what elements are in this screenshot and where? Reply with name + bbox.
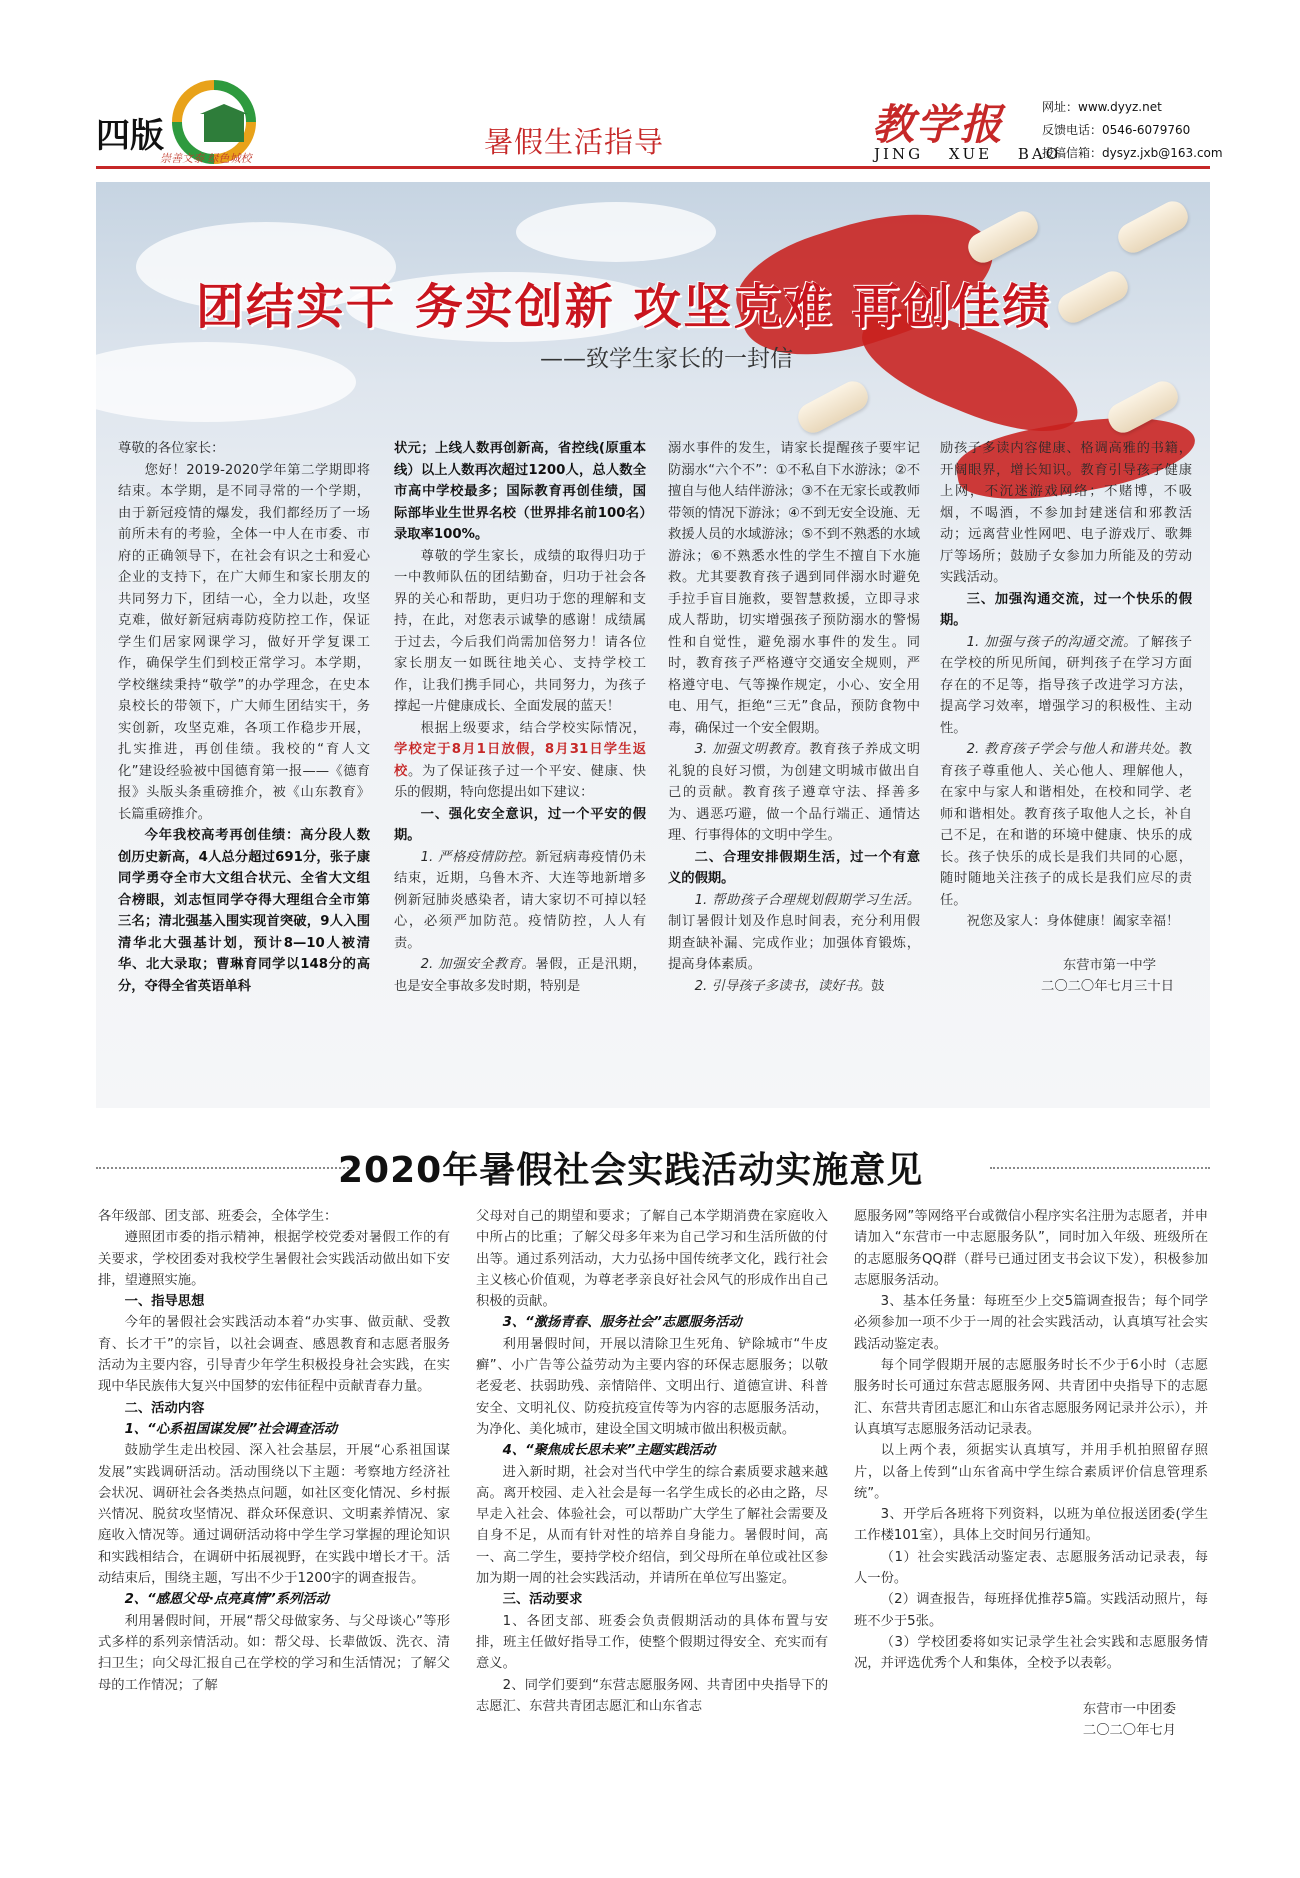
- opinion-paragraph: 每个同学假期开展的志愿服务时长不少于6小时（志愿服务时长可通过东营志愿服务网、共青团中央指导下的志愿汇、东营共青团志愿汇和山东省志愿服务网记录并公示），并认真填写志愿服务活动记录表。: [854, 1358, 1208, 1437]
- letter-achievements-cont: 状元；上线人数再创新高，省控线(原重本线）以上人数再次超过1200人，总人数全市高中学校最多；国际教育再创佳绩，国际部毕业生世界名校（世界排名前100名）录取率100%。: [394, 441, 646, 542]
- opinion-date: 二〇二〇年七月: [1082, 1722, 1176, 1738]
- letter-greeting: 尊敬的各位家长：: [118, 441, 225, 456]
- holiday-dates: 学校定于8月1日放假，8月31日学生返校: [394, 742, 646, 779]
- opinion-heading: 二、活动内容: [124, 1400, 205, 1416]
- phone: 反馈电话：0546-6079760: [1042, 123, 1191, 137]
- letter-column-3: [668, 438, 920, 997]
- opinion-subheading: 2、“感恩父母·点亮真情”系列活动: [124, 1592, 329, 1608]
- opinion-paragraph: 遵照团市委的指示精神，根据学校党委对暑假工作的有关要求，学校团委对我校学生暑假社会实践活动做出如下安排，望遵照实施。: [98, 1230, 450, 1288]
- letter-heading: 一、强化安全意识，过一个平安的假期。: [394, 806, 646, 843]
- opinion-paragraph: 利用暑假时间，开展“帮父母做家务、与父母谈心”等形式多样的系列亲情活动。如：帮父母、长辈做饭、洗衣、清扫卫生；向父母汇报自己在学校的学习和生活情况；了解父母的工作情况；了解: [98, 1613, 450, 1693]
- letter-subheading: 2. 加强安全教育。: [420, 957, 536, 972]
- title-divider-left: [96, 1167, 356, 1169]
- letter-column-1: [118, 438, 370, 997]
- opinion-paragraph: 进入新时期，社会对当代中学生的综合素质要求越来越高。离开校园、走入社会是每一名学生成长的必由之路，尽早走入社会、体验社会，可以帮助广大学生了解社会需要及自身不足，从而有针对性的培养自身能力。暑假时间，高一、高二学生，要持学校介绍信，到父母所在单位或社区参加为期一周的社会实践活动，并请所在单位写出鉴定。: [476, 1464, 828, 1587]
- opinion-column-1: [98, 1206, 450, 1696]
- opinion-subheading: 4、“聚焦成长思未来”主题实践活动: [502, 1443, 716, 1459]
- opinion-paragraph: 父母对自己的期望和要求；了解自己本学期消费在家庭收入中所占的比重；了解父母多年来为自己学习和生活所做的付出等。通过系列活动，大力弘扬中国传统孝文化，践行社会主义核心价值观，为尊老孝亲良好社会风气的形成作出自己积极的贡献。: [476, 1209, 828, 1310]
- letter-closing: 祝您及家人：身体健康！阖家幸福！: [966, 914, 1180, 929]
- letter-paragraph: 励孩子多读内容健康、格调高雅的书籍，开阔眼界，增长知识。教育引导孩子健康上网，不沉迷游戏网络；不赌博，不吸烟，不喝酒，不参加封建迷信和邪教活动；远离营业性网吧、电子游戏厅、歌舞厅等场所；鼓励子女参加力所能及的劳动实践活动。: [940, 441, 1192, 585]
- masthead-en: JING XUE BAO: [874, 145, 1062, 163]
- letter-achievements: 今年我校高考再创佳绩：高分段人数创历史新高，4人总分超过691分，张子康同学勇夺全市大文组合状元、全省大文组合榜眼，刘志恒同学夺得大理组合全市第三名；清北强基入围实现首突破，9人入围清华北大强基计划，预计8—10人被清华、北大录取；曹琳育同学以148分的高分，夺得全省英语单科: [118, 828, 370, 994]
- opinion-column-2: [476, 1206, 828, 1717]
- opinion-subheading: 1、“心系祖国谋发展”社会调查活动: [124, 1421, 338, 1437]
- opinion-title: 2020年暑假社会实践活动实施意见: [338, 1150, 924, 1191]
- opinion-greeting: 各年级部、团支部、班委会，全体学生：: [98, 1209, 338, 1224]
- opinion-paragraph: 3、开学后各班将下列资料，以班为单位报送团委(学生工作楼101室），具体上交时间另行通知。: [854, 1507, 1208, 1544]
- opinion-paragraph: 愿服务网”等网络平台或微信小程序实名注册为志愿者，并申请加入“东营市一中志愿服务队”，同时加入年级、班级所在的志愿服务QQ群（群号已通过团支书会议下发），积极参加志愿服务活动。: [854, 1209, 1208, 1288]
- letter-text: 新冠病毒疫情仍未结束，近期，乌鲁木齐、大连等地新增多例新冠肺炎感染者，请大家切不可掉以轻心，必须严加防范。疫情防控，人人有责。: [394, 849, 646, 951]
- edition-label: 四版: [96, 116, 164, 156]
- section-title: 暑假生活指导: [484, 125, 665, 159]
- letter-text: 制订暑假计划及作息时间表，充分利用假期查缺补漏、完成作业；加强体育锻炼，提高身体素质。: [668, 914, 920, 972]
- letter-column-4: [940, 438, 1192, 998]
- letter-column-2: [394, 438, 646, 997]
- opinion-heading: 三、活动要求: [502, 1592, 583, 1608]
- opinion-heading: 一、指导思想: [124, 1294, 205, 1310]
- letter-text: 暑假，正是汛期，也是安全事故多发时期，特别是: [394, 957, 646, 994]
- opinion-paragraph: 2、同学们要到“东营志愿服务网、共青团中央指导下的志愿汇、东营共青团志愿汇和山东省志: [476, 1677, 828, 1714]
- opinion-paragraph: （1）社会实践活动鉴定表、志愿服务活动记录表，每人一份。: [854, 1549, 1208, 1587]
- letter-text: 教育孩子尊重他人、关心他人、理解他人，在家中与家人和谐相处，在校和同学、老师和谐相处。教育孩子取他人之长，补自己不足，在和谐的环境中健康、快乐的成长。孩子快乐的成长是我们共同的心愿，随时随地关注孩子的成长是我们应尽的责任。: [940, 742, 1192, 908]
- letter-subheading: 3. 加强文明教育。: [694, 742, 810, 757]
- letter-text: 教育孩子养成文明礼貌的良好习惯，为创建文明城市做出自己的贡献。教育孩子遵章守法、择善多为、遇恶巧避，做一个品行端正、通情达理、行事得体的文明中学生。: [668, 742, 920, 843]
- letter-text: 根据上级要求，结合学校实际情况，: [420, 720, 646, 736]
- opinion-paragraph: （3）学校团委将如实记录学生社会实践和志愿服务情况，并评选优秀个人和集体，全校予以表彰。: [854, 1634, 1208, 1672]
- letter-paragraph: 溺水事件的发生，请家长提醒孩子要牢记防溺水“六个不”：①不私自下水游泳；②不擅自与他人结伴游泳；③不在无家长或教师带领的情况下游泳；④不到无安全设施、无救援人员的水域游泳；⑤不到不熟悉的水域游泳；⑥不熟悉水性的学生不擅自下水施救。尤其要教育孩子遇到同伴溺水时避免手拉手盲目施救，要智慧救援，立即寻求成人帮助，切实增强孩子预防溺水的警惕性和自觉性，避免溺水事件的发生。同时，教育孩子严格遵守交通安全规则，严格遵守电、气等操作规定，小心、安全用电、用气，拒绝“三无”食品，预防食物中毒，确保过一个安全假期。: [668, 441, 920, 736]
- opinion-paragraph: （2）调查报告，每班择优推荐5篇。实践活动照片，每班不少于5张。: [854, 1592, 1208, 1629]
- letter-subheading: 1. 帮助孩子合理规划假期学习生活。: [694, 892, 920, 908]
- opinion-column-3: [854, 1206, 1208, 1741]
- opinion-paragraph: 鼓励学生走出校园、深入社会基层，开展“心系祖国谋发展”实践调研活动。活动围绕以下主题：考察地方经济社会状况、调研社会各类热点问题，如社区变化情况、乡村振兴情况、脱贫攻坚情况、群众环保意识、文明素养情况、家庭收入情况等。通过调研活动将中学生学习掌握的理论知识和实践相结合，在调研中拓展视野，在实践中增长才干。活动结束后，围绕主题，写出不少于1200字的调查报告。: [98, 1443, 450, 1587]
- opinion-paragraph: 今年的暑假社会实践活动本着“办实事、做贡献、受教育、长才干”的宗旨，以社会调查、感恩教育和志愿者服务活动为主要内容，引导青少年学生积极投身社会实践，在实现中华民族伟大复兴中国梦的宏伟征程中贡献青春力量。: [98, 1315, 450, 1395]
- website: 网址：www.dyyz.net: [1042, 100, 1162, 114]
- letter-subheading: 2. 教育孩子学会与他人和谐共处。: [966, 742, 1179, 757]
- letter-heading: 二、合理安排假期生活，过一个有意义的假期。: [668, 849, 920, 886]
- email: 投稿信箱：dysyz.jxb@163.com: [1042, 146, 1223, 160]
- title-divider-right: [990, 1167, 1210, 1169]
- letter-paragraph: 您好！2019-2020学年第二学期即将结束。本学期，是不同寻常的一个学期，由于新冠疫情的爆发，我们都经历了一场前所未有的考验，全体一中人在市委、市府的正确领导下，在社会有识之士和爱心企业的支持下，在广大师生和家长朋友的共同努力下，团结一心，全力以赴，攻坚克难，做好新冠病毒防疫防控工作，保证学生们居家网课学习，做好开学复课工作，确保学生们到校正常学习。本学期，学校继续秉持“敬学”的办学理念，在史本泉校长的带领下，广大师生团结实干，务实创新，攻坚克难，各项工作稳步开展，扎实推进，再创佳绩。我校的“育人文化”建设经验被中国德育第一报——《德育报》头版头条重磅推介，被《山东教育》长篇重磅推介。: [118, 462, 370, 822]
- letter-signer: 东营市第一中学: [1062, 957, 1156, 973]
- letter-subheading: 1. 严格疫情防控。: [420, 849, 536, 865]
- letter-text: 鼓: [871, 978, 885, 994]
- opinion-paragraph: 利用暑假时间，开展以清除卫生死角、铲除城市“牛皮癣”、小广告等公益劳动为主要内容的环保志愿服务；以敬老爱老、扶弱助残、亲情陪伴、文明出行、道德宣讲、科普安全、文明礼仪、防疫抗疫宣传等为内容的志愿服务活动，为净化、美化城市，建设全国文明城市做出积极贡献。: [476, 1336, 828, 1437]
- masthead: 教学报: [872, 100, 1005, 149]
- opinion-paragraph: 以上两个表，须据实认真填写，并用手机拍照留存照片，以备上传到“山东省高中学生综合素质评价信息管理系统”。: [854, 1443, 1208, 1501]
- opinion-signer: 东营市一中团委: [1082, 1701, 1176, 1717]
- letter-paragraph: 尊敬的学生家长，成绩的取得归功于一中教师队伍的团结勤奋，归功于社会各界的关心和帮助，更归功于您的理解和支持，在此，对您表示诚挚的感谢！成绩属于过去，今后我们尚需加倍努力！请各位家长朋友一如既往地关心、支持学校工作，让我们携手同心，共同努力，为孩子撑起一片健康成长、全面发展的蓝天！: [394, 548, 646, 714]
- letter-subheading: 1. 加强与孩子的沟通交流。: [966, 634, 1137, 650]
- header-divider: [96, 166, 1210, 169]
- letter-heading: 三、加强沟通交流，过一个快乐的假期。: [940, 591, 1192, 628]
- opinion-subheading: 3、“激扬青春、服务社会”志愿服务活动: [502, 1315, 742, 1331]
- opinion-paragraph: 3、基本任务量：每班至少上交5篇调查报告；每个同学必须参加一项不少于一周的社会实践活动，认真填写社会实践活动鉴定表。: [854, 1294, 1208, 1352]
- opinion-paragraph: 1、各团支部、班委会负责假期活动的具体布置与安排，班主任做好指导工作，使整个假期过得安全、充实而有意义。: [476, 1613, 828, 1672]
- letter-text: 。为了保证孩子过一个平安、健康、快乐的假期，特向您提出如下建议：: [394, 763, 647, 800]
- letter-subheading: 2. 引导孩子多读书，读好书。: [694, 978, 872, 994]
- letter-text: 了解孩子在学校的所见所闻，研判孩子在学习方面存在的不足等，指导孩子改进学习方法，提高学习效率，增强学习的积极性、主动性。: [940, 634, 1192, 736]
- letter-headline: 团结实干 务实创新 攻坚克难 再创佳绩: [196, 279, 1053, 335]
- letter-date: 二〇二〇年七月三十日: [1041, 979, 1174, 994]
- school-motto: 崇善文泰 绿色城校: [160, 152, 252, 165]
- letter-subhead: ——致学生家长的一封信: [540, 346, 793, 372]
